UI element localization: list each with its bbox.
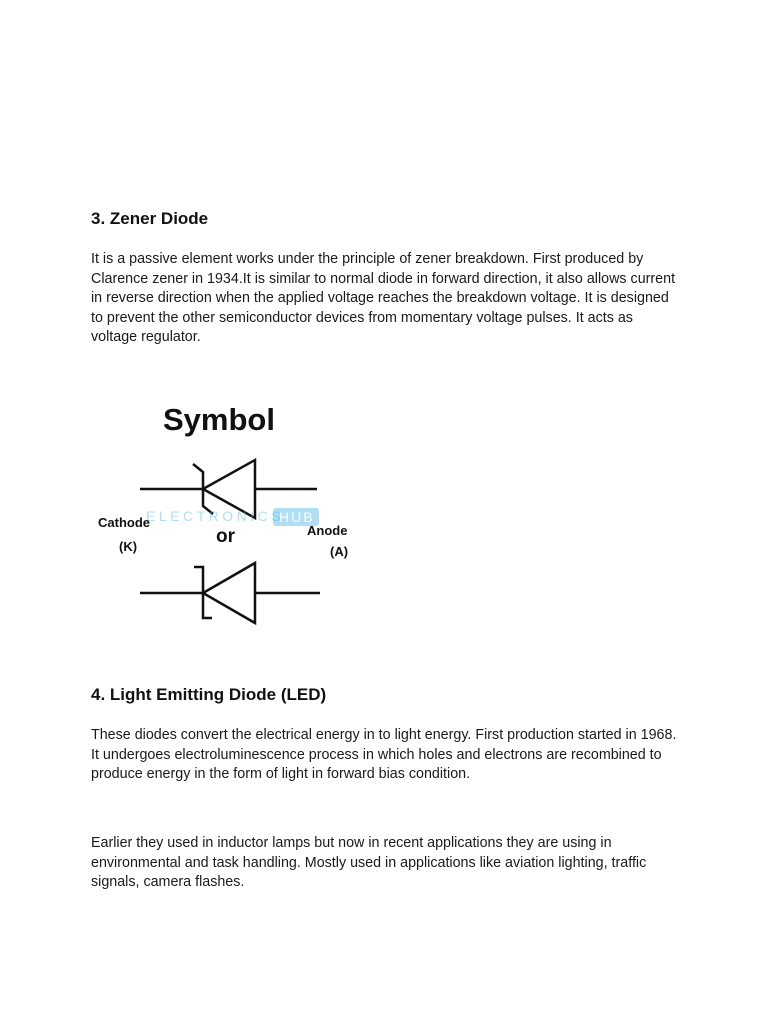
cathode-label: Cathode <box>98 515 150 530</box>
section-heading-led: 4. Light Emitting Diode (LED) <box>91 685 327 704</box>
section-heading-zener-diode: 3. Zener Diode <box>91 209 209 228</box>
paragraph-led-applications: Earlier they used in inductor lamps but now in recent applications they are using in environmental and task handling. Mostly used in applications like aviation lighting, traffic signals, camera flashes. <box>91 835 647 890</box>
zener-diode-symbol-figure <box>90 392 380 637</box>
watermark-hub: HUB <box>279 509 315 525</box>
paragraph-zener-description: It is a passive element works under the principle of zener breakdown. First produced by Clarence zener in 1934.It is similar to normal diode in forward direction, it also allows current in reverse direction when the applied voltage reaches the breakdown voltage. It is designed to prevent the other semiconductor devices from momentary voltage pulses. It acts as voltage regulator. <box>91 251 676 345</box>
watermark-electronics: ELECTRONICS <box>146 508 285 524</box>
anode-label: Anode <box>307 523 348 538</box>
cathode-abbrev: (K) <box>119 539 138 554</box>
zener-symbol-bottom <box>140 563 320 623</box>
paragraph-led-description: These diodes convert the electrical energy in to light energy. First production started in 1968. It undergoes electroluminescence process in which holes and electrons are recombined to produce energy in the form of light in forward bias condition. <box>91 727 677 782</box>
figure-title: Symbol <box>163 402 275 437</box>
anode-abbrev: (A) <box>330 544 349 559</box>
or-label: or <box>216 526 235 547</box>
